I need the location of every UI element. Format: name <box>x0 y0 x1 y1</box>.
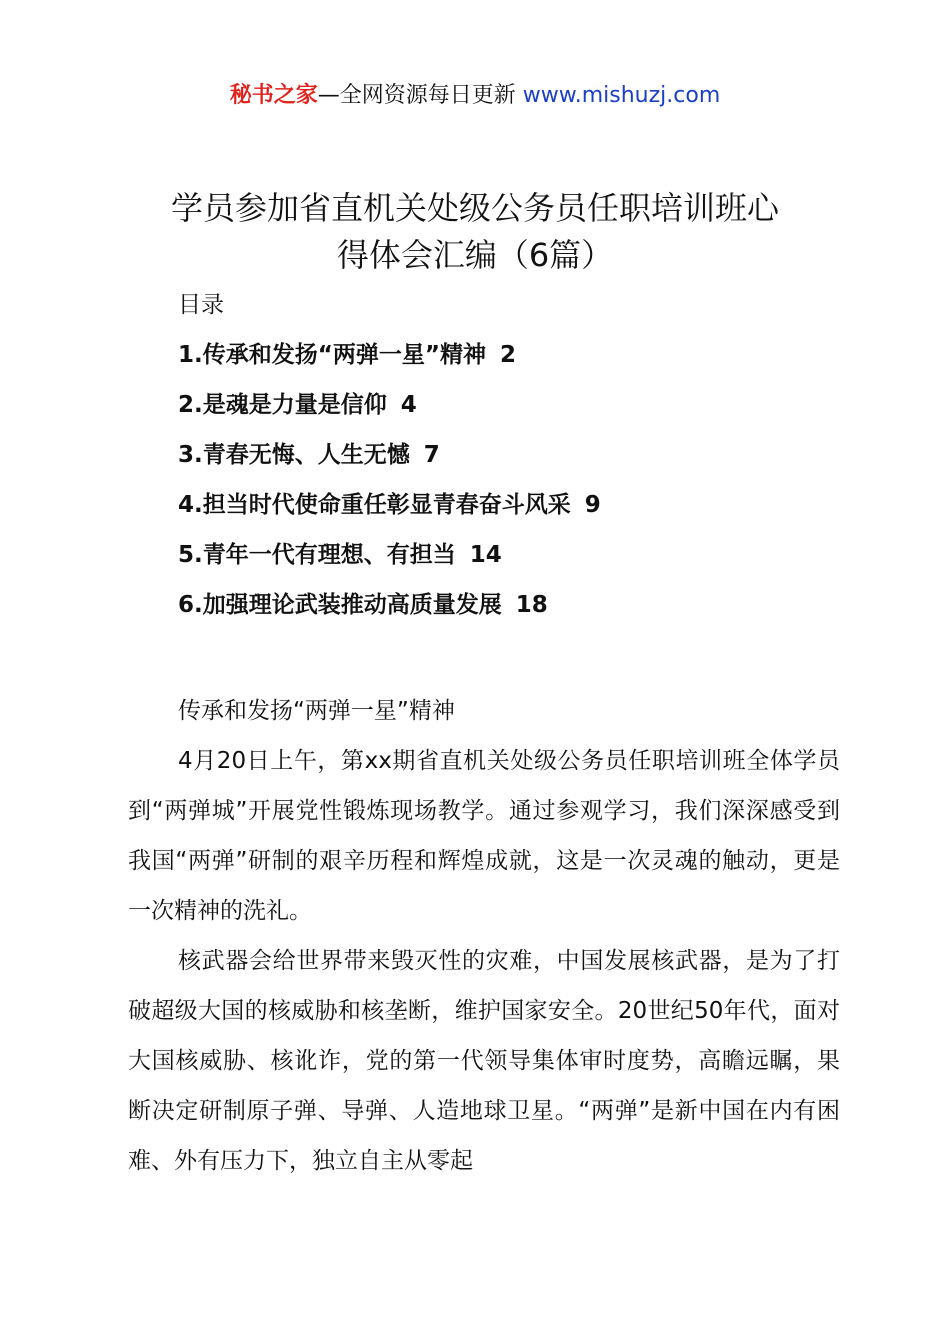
toc-item-page: 2 <box>499 342 516 368</box>
toc-item-page: 18 <box>515 592 548 618</box>
banner-tagline: —全网资源每日更新 <box>317 83 523 108</box>
table-of-contents <box>178 339 601 639</box>
toc-item-page: 9 <box>584 492 601 518</box>
toc-item[interactable] <box>178 589 601 639</box>
toc-item-page: 14 <box>469 542 502 568</box>
toc-heading: 目录 <box>178 292 224 318</box>
toc-item-label: 5.青年一代有理想、有担当 <box>178 542 456 568</box>
toc-item-label: 2.是魂是力量是信仰 <box>178 392 387 418</box>
toc-item[interactable] <box>178 439 601 489</box>
brand-name: 秘书之家 <box>229 83 318 108</box>
toc-item-label: 4.担当时代使命重任彰显青春奋斗风采 <box>178 492 571 518</box>
title-line-2: 得体会汇编（6篇） <box>336 236 614 274</box>
toc-item-page: 7 <box>423 442 440 468</box>
toc-item[interactable] <box>178 339 601 389</box>
toc-item[interactable] <box>178 489 601 539</box>
document-title <box>100 185 850 279</box>
body-paragraph: 4月20日上午，第xx期省直机关处级公务员任职培训班全体学员到“两弹城”开展党性锻炼现场教学。通过参观学习，我们深深感受到我国“两弹”研制的艰辛历程和辉煌成就，这是一次灵魂的触动，更是一次精神的洗礼。 <box>128 748 840 924</box>
toc-item-page: 4 <box>400 392 417 418</box>
site-url-link[interactable]: www.mishuzj.com <box>522 83 721 108</box>
section-title: 传承和发扬“两弹一星”精神 <box>178 698 455 724</box>
toc-item[interactable] <box>178 389 601 439</box>
body-paragraph: 核武器会给世界带来毁灭性的灾难，中国发展核武器，是为了打破超级大国的核威胁和核垄断，维护国家安全。20世纪50年代，面对大国核威胁、核讹诈，党的第一代领导集体审时度势，高瞻远瞩，果断决定研制原子弹、导弹、人造地球卫星。“两弹”是新中国在内有困难、外有压力下，独立自主从零起 <box>128 948 840 1174</box>
title-line-1: 学员参加省直机关处级公务员任职培训班心 <box>170 189 779 227</box>
article-body <box>128 686 840 1186</box>
toc-item-label: 3.青春无悔、人生无憾 <box>178 442 410 468</box>
site-banner <box>0 80 950 112</box>
toc-item[interactable] <box>178 539 601 589</box>
toc-item-label: 6.加强理论武装推动高质量发展 <box>178 592 502 618</box>
toc-item-label: 1.传承和发扬“两弹一星”精神 <box>178 342 486 368</box>
